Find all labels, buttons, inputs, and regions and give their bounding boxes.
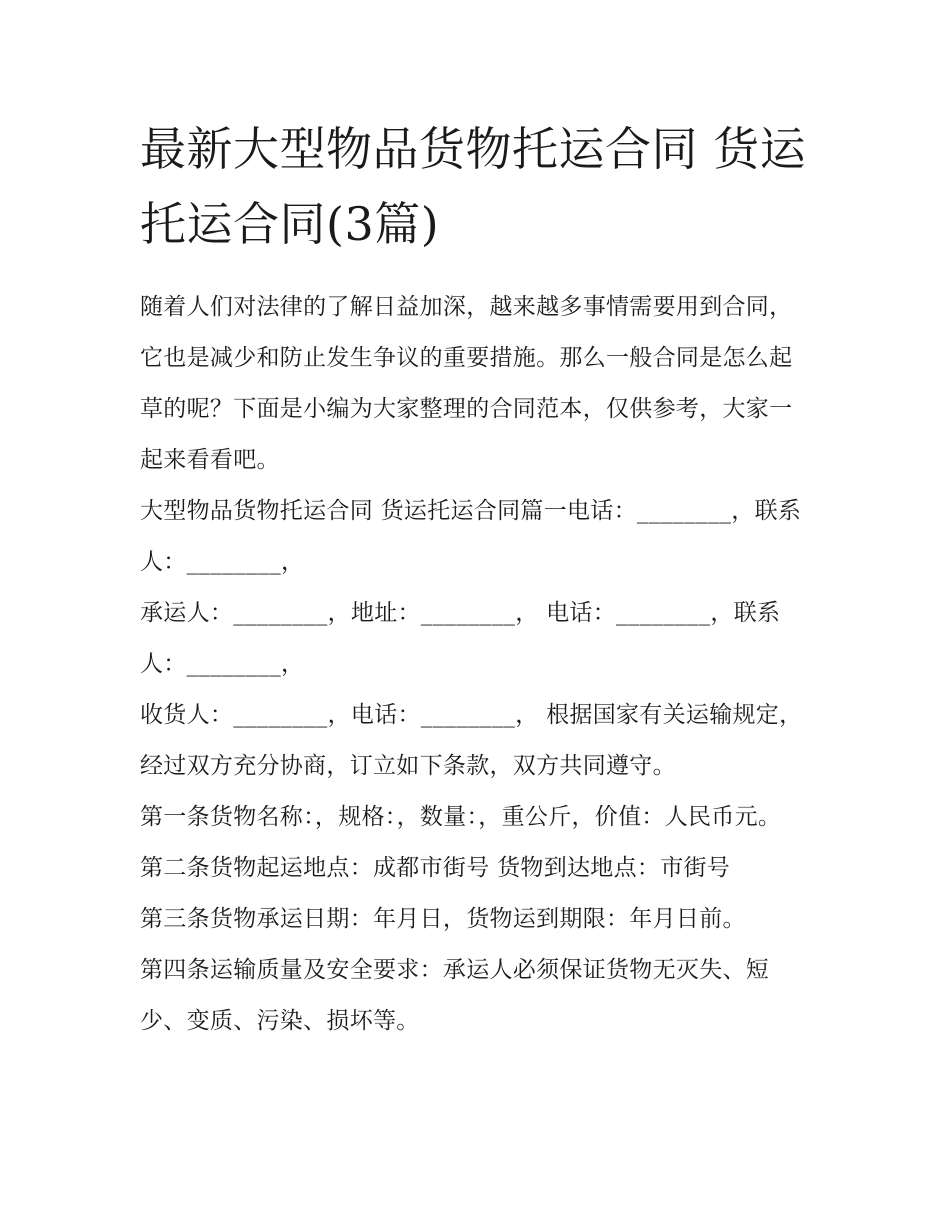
clause-3-paragraph: 第三条货物承运日期：年月日，货物运到期限：年月日前。	[140, 906, 746, 932]
clause-4-paragraph: 第四条运输质量及安全要求：承运人必须保证货物无灭失、短少、变质、污染、损坏等。	[140, 957, 770, 1034]
shipper-paragraph: 大型物品货物托运合同 货运托运合同篇一电话：________，联系人：________，	[140, 498, 802, 575]
consignee-paragraph: 收货人：________，电话：________， 根据国家有关运输规定，经过双方充分协商，订立如下条款，双方共同遵守。	[140, 702, 803, 779]
clause-1-2-paragraph: 第一条货物名称：，规格：，数量：，重公斤，价值：人民币元。 第二条货物起运地点：成都市街号 货物到达地点：市街号	[140, 804, 782, 881]
document-page	[140, 112, 812, 1047]
carrier-paragraph: 承运人：________，地址：________， 电话：________，联系人：________，	[140, 600, 781, 677]
document-title: 最新大型物品货物托运合同 货运托运合同(3篇)	[140, 122, 807, 251]
intro-paragraph: 随着人们对法律的了解日益加深，越来越多事情需要用到合同，它也是减少和防止发生争议的重要措施。那么一般合同是怎么起草的呢？下面是小编为大家整理的合同范本，仅供参考，大家一起来看看吧。	[140, 294, 793, 473]
